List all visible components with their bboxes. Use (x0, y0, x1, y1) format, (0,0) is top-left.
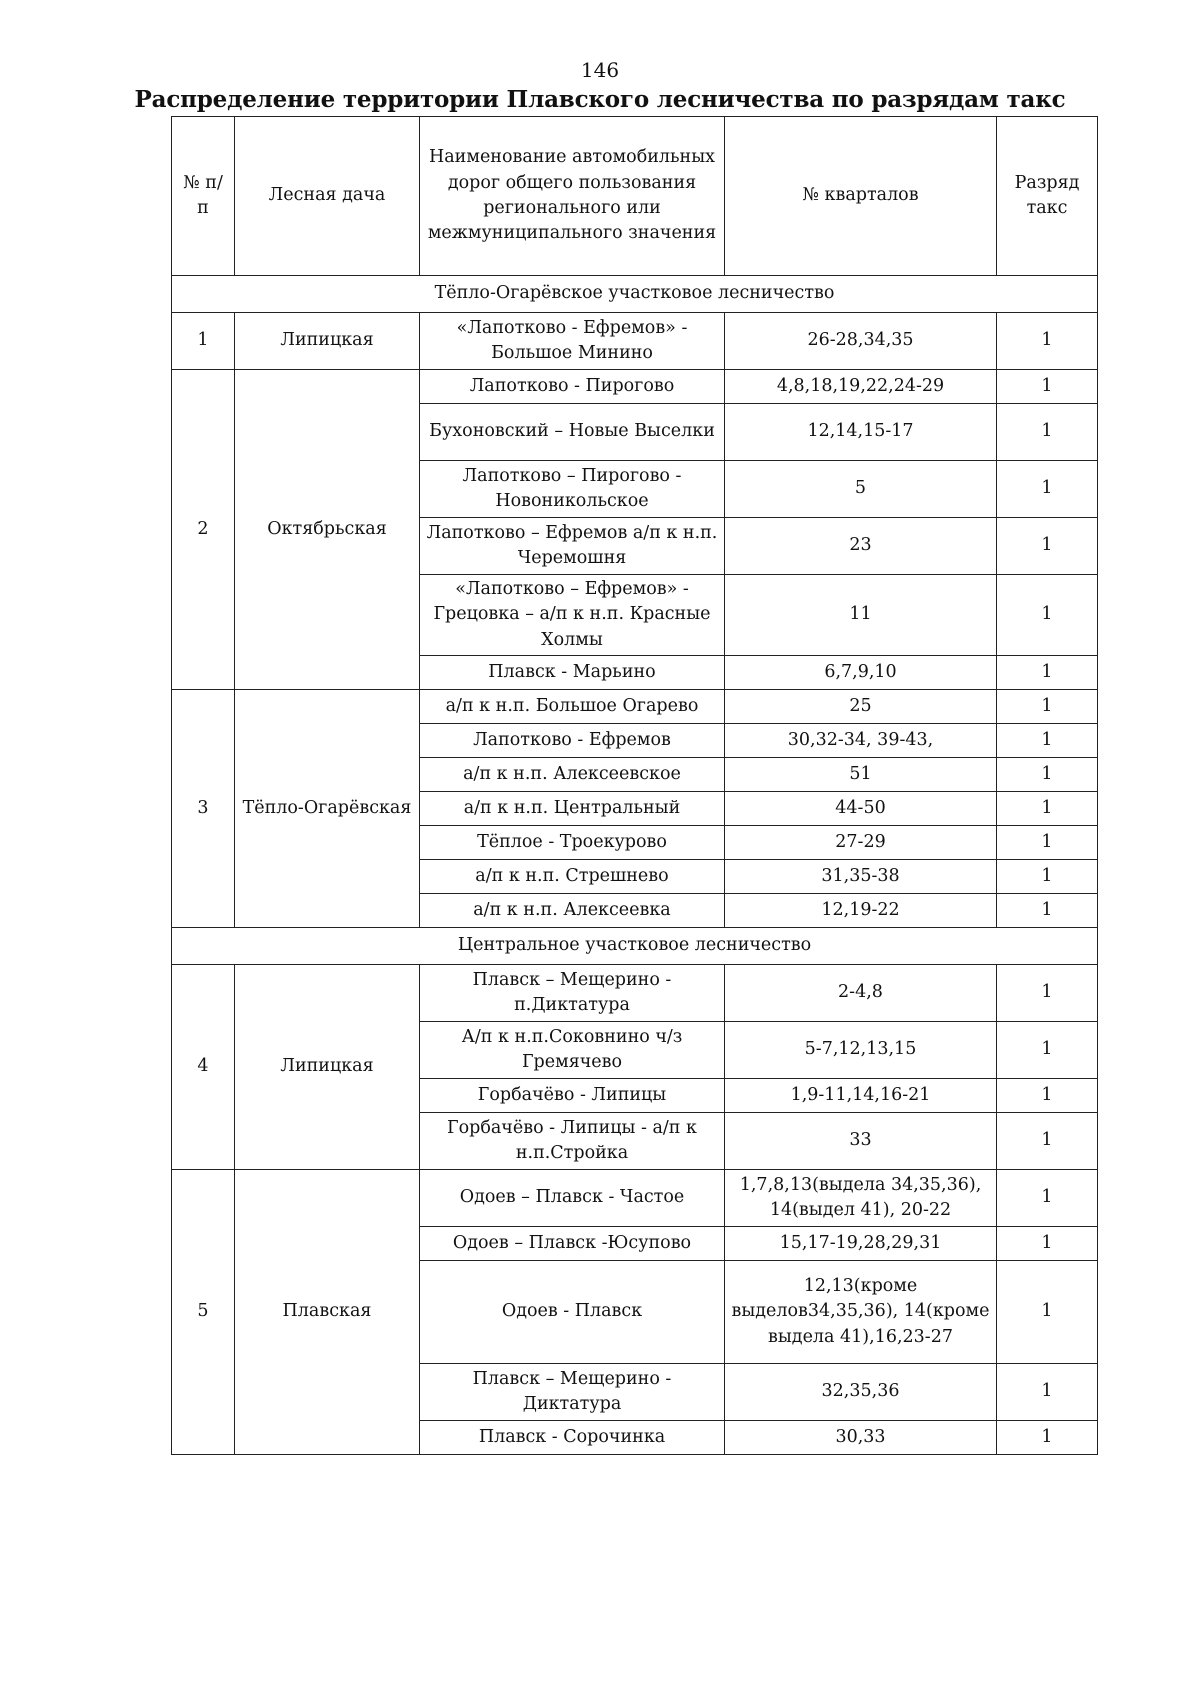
cell-tax-rank: 1 (997, 404, 1098, 461)
cell-tax-rank: 1 (997, 894, 1098, 928)
cell-tax-rank: 1 (997, 370, 1098, 404)
cell-road-name: Бухоновский – Новые Выселки (420, 404, 725, 461)
cell-tax-rank: 1 (997, 1079, 1098, 1113)
cell-quarters: 2-4,8 (725, 965, 997, 1022)
cell-road-name: Одоев – Плавск -Юсупово (420, 1227, 725, 1261)
table-header-row (172, 117, 1098, 276)
table-row (172, 313, 1098, 370)
cell-tax-rank: 1 (997, 860, 1098, 894)
table-row (172, 965, 1098, 1022)
cell-tax-rank: 1 (997, 792, 1098, 826)
cell-road-name: Лапотково – Пирогово - Новоникольское (420, 461, 725, 518)
cell-road-name: Горбачёво - Липицы (420, 1079, 725, 1113)
cell-road-name: а/п к н.п. Большое Огарево (420, 690, 725, 724)
cell-quarters: 12,19-22 (725, 894, 997, 928)
cell-quarters: 25 (725, 690, 997, 724)
cell-quarters: 27-29 (725, 826, 997, 860)
section-title: Центральное участковое лесничество (172, 928, 1098, 965)
cell-quarters: 31,35-38 (725, 860, 997, 894)
cell-road-name: «Лапотково – Ефремов» - Грецовка – а/п к н.п. Красные Холмы (420, 575, 725, 656)
cell-quarters: 15,17-19,28,29,31 (725, 1227, 997, 1261)
cell-road-name: а/п к н.п. Алексеевское (420, 758, 725, 792)
header-tax-rank: Разряд такс (997, 117, 1098, 276)
cell-quarters: 4,8,18,19,22,24-29 (725, 370, 997, 404)
header-num: № п/п (172, 117, 235, 276)
cell-road-name: Плавск - Сорочинка (420, 1421, 725, 1455)
table-row (172, 370, 1098, 404)
cell-road-name: а/п к н.п. Стрешнево (420, 860, 725, 894)
cell-tax-rank: 1 (997, 1113, 1098, 1170)
cell-quarters: 26-28,34,35 (725, 313, 997, 370)
cell-tax-rank: 1 (997, 1421, 1098, 1455)
header-quarters: № кварталов (725, 117, 997, 276)
cell-tax-rank: 1 (997, 758, 1098, 792)
cell-quarters: 1,7,8,13(выдела 34,35,36), 14(выдел 41), 20-22 (725, 1170, 997, 1227)
header-forest-dacha: Лесная дача (235, 117, 420, 276)
cell-quarters: 12,13(кроме выделов34,35,36), 14(кроме выдела 41),16,23-27 (725, 1261, 997, 1364)
cell-forest-dacha: Липицкая (235, 313, 420, 370)
cell-tax-rank: 1 (997, 461, 1098, 518)
cell-road-name: А/п к н.п.Соковнино ч/з Гремячево (420, 1022, 725, 1079)
cell-road-name: Горбачёво - Липицы - а/п к н.п.Стройка (420, 1113, 725, 1170)
cell-road-name: Одоев – Плавск - Частое (420, 1170, 725, 1227)
cell-forest-dacha: Тёпло-Огарёвская (235, 690, 420, 928)
cell-road-name: Лапотково - Ефремов (420, 724, 725, 758)
cell-road-name: Плавск – Мещерино - п.Диктатура (420, 965, 725, 1022)
cell-tax-rank: 1 (997, 518, 1098, 575)
tax-rank-table (171, 116, 1098, 1455)
table-row (172, 1170, 1098, 1227)
cell-num: 1 (172, 313, 235, 370)
cell-road-name: Лапотково - Пирогово (420, 370, 725, 404)
cell-road-name: Плавск – Мещерино - Диктатура (420, 1364, 725, 1421)
cell-num: 4 (172, 965, 235, 1170)
page-number: 146 (580, 58, 620, 82)
cell-tax-rank: 1 (997, 1170, 1098, 1227)
cell-quarters: 5 (725, 461, 997, 518)
cell-quarters: 51 (725, 758, 997, 792)
header-road-name: Наименование автомобильных дорог общего пользования регионального или межмуниципального значения (420, 117, 725, 276)
cell-num: 5 (172, 1170, 235, 1455)
document-title: Распределение территории Плавского лесничества по разрядам такс (134, 86, 1066, 113)
section-title: Тёпло-Огарёвское участковое лесничество (172, 276, 1098, 313)
table-row (172, 690, 1098, 724)
cell-tax-rank: 1 (997, 313, 1098, 370)
cell-num: 3 (172, 690, 235, 928)
cell-quarters: 33 (725, 1113, 997, 1170)
cell-road-name: Лапотково – Ефремов а/п к н.п. Черемошня (420, 518, 725, 575)
cell-tax-rank: 1 (997, 1364, 1098, 1421)
cell-tax-rank: 1 (997, 1227, 1098, 1261)
cell-road-name: Одоев - Плавск (420, 1261, 725, 1364)
cell-quarters: 32,35,36 (725, 1364, 997, 1421)
cell-forest-dacha: Липицкая (235, 965, 420, 1170)
cell-quarters: 12,14,15-17 (725, 404, 997, 461)
cell-tax-rank: 1 (997, 1261, 1098, 1364)
cell-quarters: 30,33 (725, 1421, 997, 1455)
table-body (172, 276, 1098, 1455)
cell-quarters: 5-7,12,13,15 (725, 1022, 997, 1079)
cell-tax-rank: 1 (997, 724, 1098, 758)
cell-quarters: 30,32-34, 39-43, (725, 724, 997, 758)
cell-quarters: 23 (725, 518, 997, 575)
cell-tax-rank: 1 (997, 826, 1098, 860)
cell-forest-dacha: Октябрьская (235, 370, 420, 690)
cell-tax-rank: 1 (997, 1022, 1098, 1079)
section-row (172, 928, 1098, 965)
cell-tax-rank: 1 (997, 690, 1098, 724)
cell-forest-dacha: Плавская (235, 1170, 420, 1455)
cell-quarters: 44-50 (725, 792, 997, 826)
cell-road-name: «Лапотково - Ефремов» - Большое Минино (420, 313, 725, 370)
cell-quarters: 6,7,9,10 (725, 656, 997, 690)
section-row (172, 276, 1098, 313)
cell-tax-rank: 1 (997, 656, 1098, 690)
cell-num: 2 (172, 370, 235, 690)
cell-tax-rank: 1 (997, 965, 1098, 1022)
cell-road-name: а/п к н.п. Алексеевка (420, 894, 725, 928)
cell-road-name: Плавск - Марьино (420, 656, 725, 690)
cell-road-name: а/п к н.п. Центральный (420, 792, 725, 826)
cell-tax-rank: 1 (997, 575, 1098, 656)
cell-road-name: Тёплое - Троекурово (420, 826, 725, 860)
cell-quarters: 11 (725, 575, 997, 656)
cell-quarters: 1,9-11,14,16-21 (725, 1079, 997, 1113)
